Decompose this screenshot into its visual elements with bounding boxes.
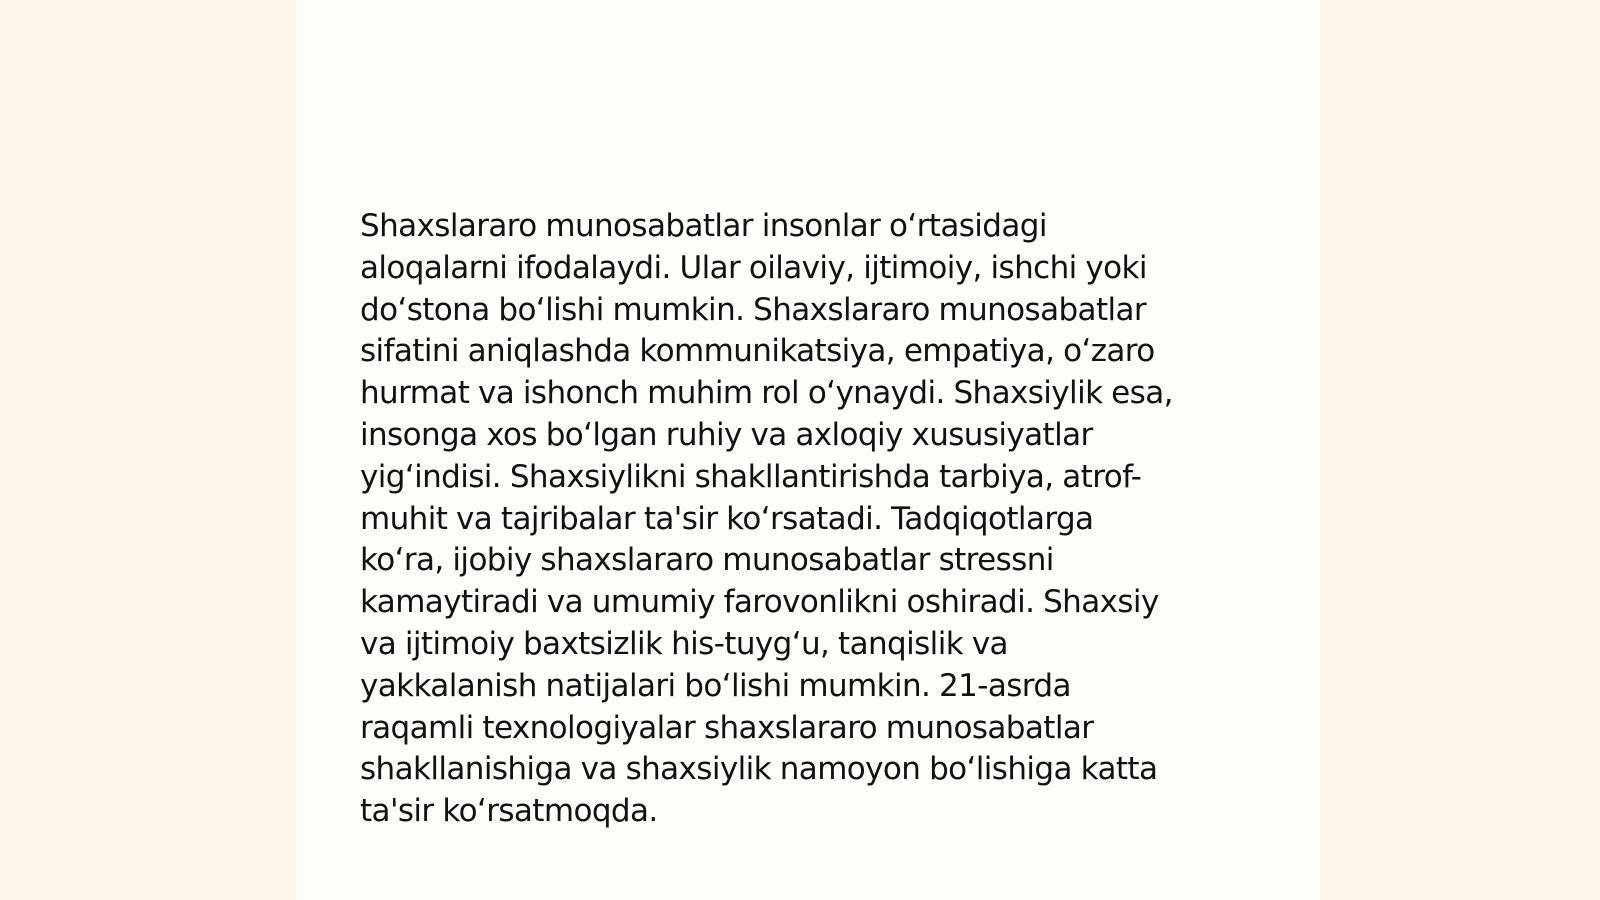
paragraph-line: hurmat va ishonch muhim rol o‘ynaydi. Shaxsiylik esa, (360, 375, 1173, 412)
paragraph-line: yakkalanish natijalari bo‘lishi mumkin. 21-asrda (360, 667, 1071, 704)
paragraph-line: kamaytiradi va umumiy farovonlikni oshiradi. Shaxsiy (360, 584, 1159, 621)
paragraph-line: ta'sir ko‘rsatmoqda. (360, 793, 658, 830)
paragraph-line: sifatini aniqlashda kommunikatsiya, empatiya, o‘zaro (360, 333, 1155, 370)
paragraph-line: va ijtimoiy baxtsizlik his-tuyg‘u, tanqislik va (360, 625, 1008, 662)
paragraph-line: aloqalarni ifodalaydi. Ular oilaviy, ijtimoiy, ishchi yoki (360, 249, 1147, 286)
body-paragraph (360, 206, 1260, 833)
paragraph-line: raqamli texnologiyalar shaxslararo munosabatlar (360, 709, 1094, 746)
paragraph-line: muhit va tajribalar ta'sir ko‘rsatadi. Tadqiqotlarga (360, 500, 1094, 537)
paragraph-line: Shaxslararo munosabatlar insonlar o‘rtasidagi (360, 208, 1047, 244)
paragraph-line: shakllanishiga va shaxsiylik namoyon bo‘lishiga katta (360, 751, 1158, 788)
paragraph-line: ko‘ra, ijobiy shaxslararo munosabatlar stressni (360, 542, 1054, 579)
paragraph-line: insonga xos bo‘lgan ruhiy va axloqiy xususiyatlar (360, 416, 1093, 453)
document-page (296, 0, 1320, 900)
paragraph-line: yig‘indisi. Shaxsiylikni shakllantirishda tarbiya, atrof- (360, 458, 1142, 495)
paragraph-line: do‘stona bo‘lishi mumkin. Shaxslararo munosabatlar (360, 291, 1147, 328)
